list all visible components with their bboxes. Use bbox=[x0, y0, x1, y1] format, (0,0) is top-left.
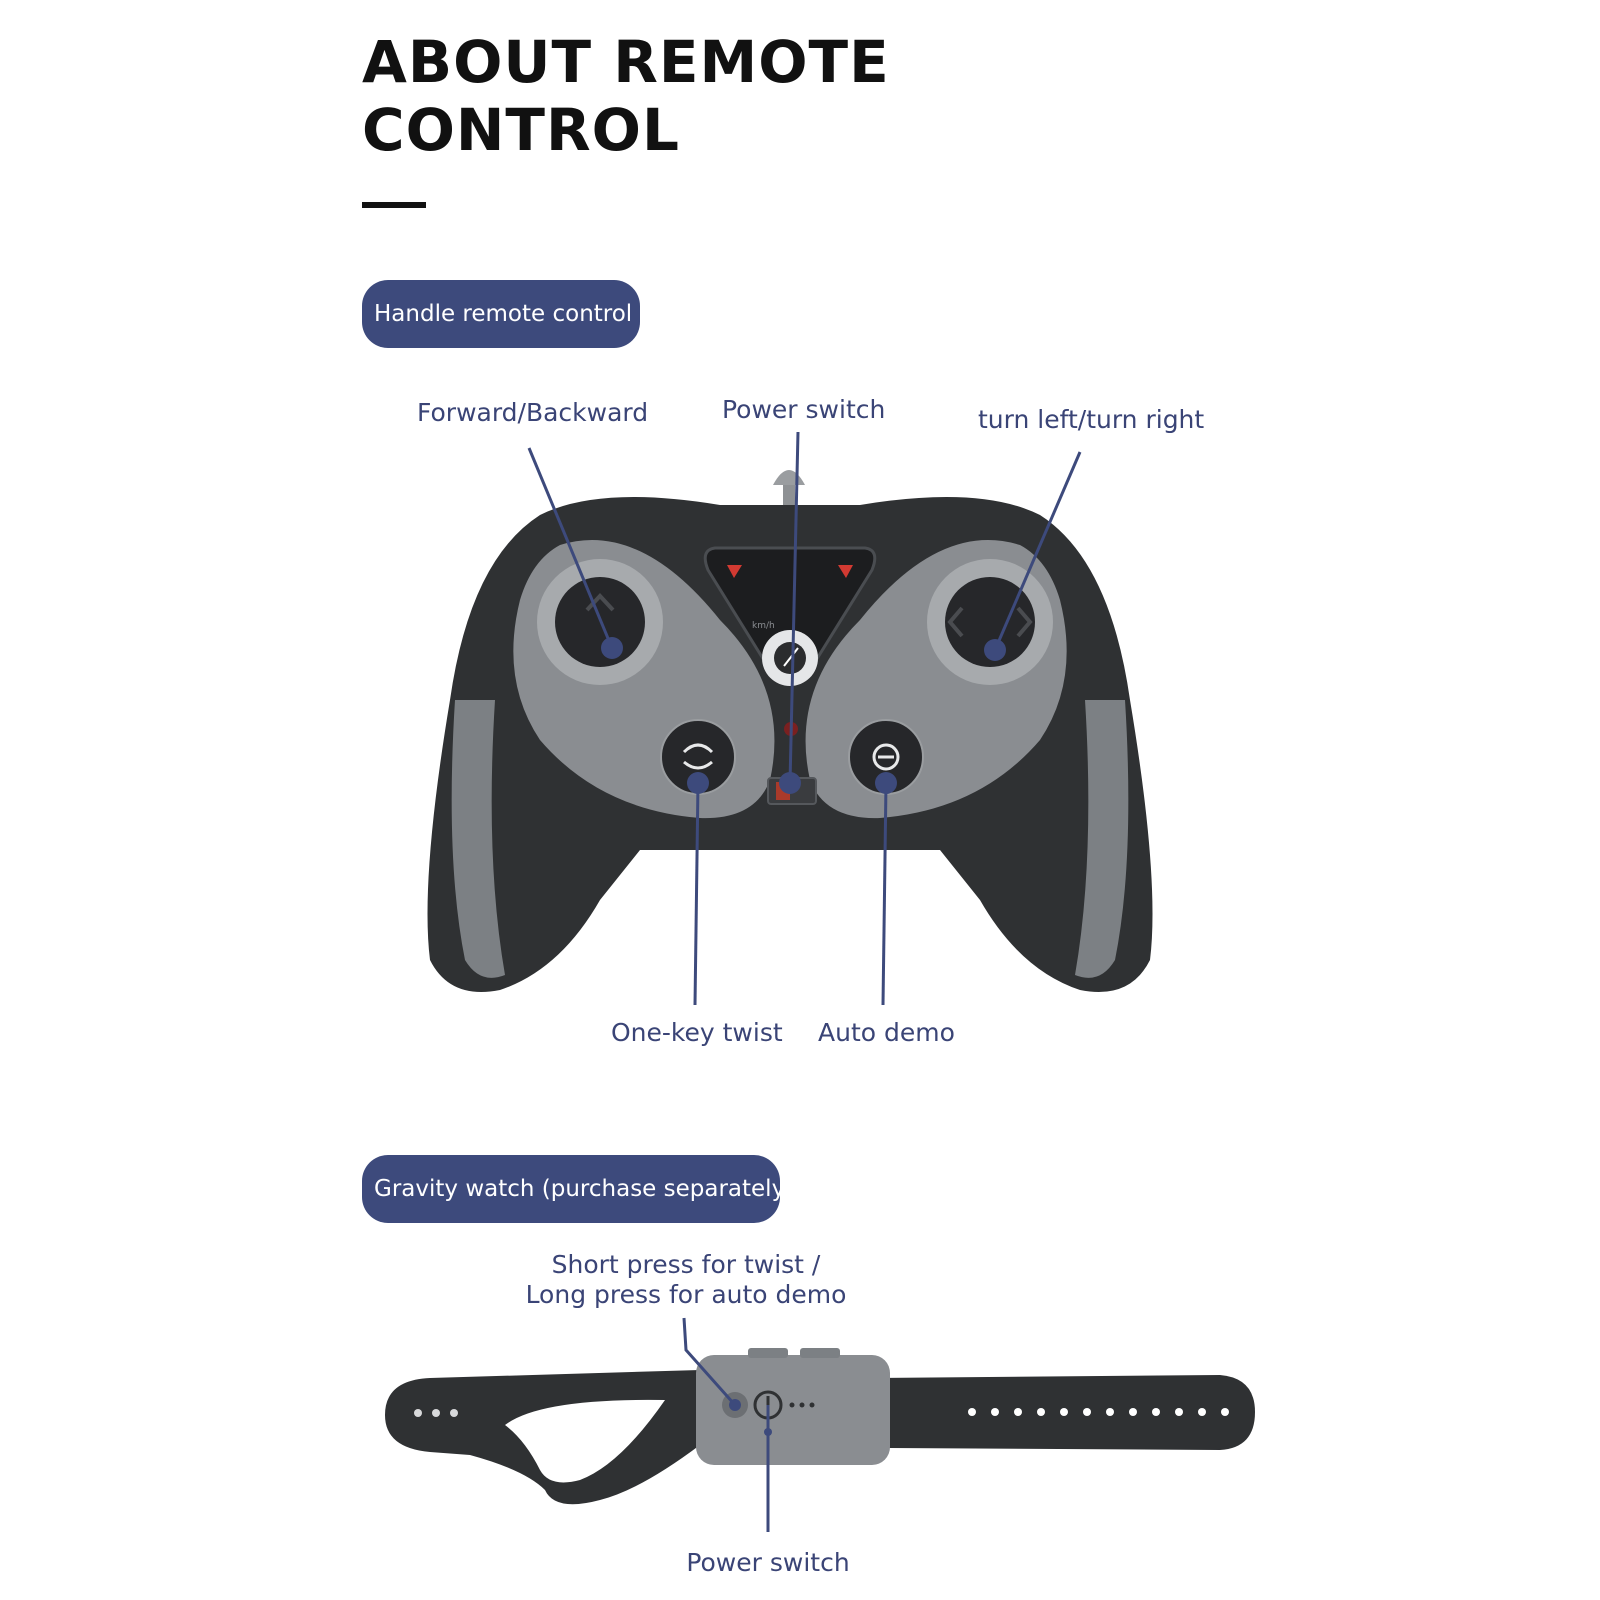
speed-unit: km/h bbox=[752, 621, 775, 631]
section-pill-watch: Gravity watch (purchase separately) bbox=[362, 1155, 780, 1223]
title-line-2: CONTROL bbox=[362, 96, 680, 164]
label-watch-power-switch: Power switch bbox=[686, 1548, 850, 1577]
label-watch-button-line2: Long press for auto demo bbox=[525, 1280, 847, 1309]
battery-indicator bbox=[790, 1403, 815, 1408]
label-auto-demo: Auto demo bbox=[818, 1018, 955, 1047]
watch-illustration bbox=[385, 1348, 1255, 1504]
strap-holes-left bbox=[414, 1409, 458, 1417]
label-forward-backward: Forward/Backward bbox=[417, 398, 649, 427]
label-one-key-twist: One-key twist bbox=[611, 1018, 783, 1047]
title-line-1: ABOUT REMOTE bbox=[362, 28, 890, 96]
label-watch-button-line1: Short press for twist / bbox=[551, 1250, 821, 1279]
label-turn-left-right: turn left/turn right bbox=[978, 405, 1205, 434]
label-power-switch: Power switch bbox=[722, 395, 886, 424]
section-pill-handle: Handle remote control bbox=[362, 280, 640, 348]
right-joystick[interactable] bbox=[927, 559, 1053, 685]
